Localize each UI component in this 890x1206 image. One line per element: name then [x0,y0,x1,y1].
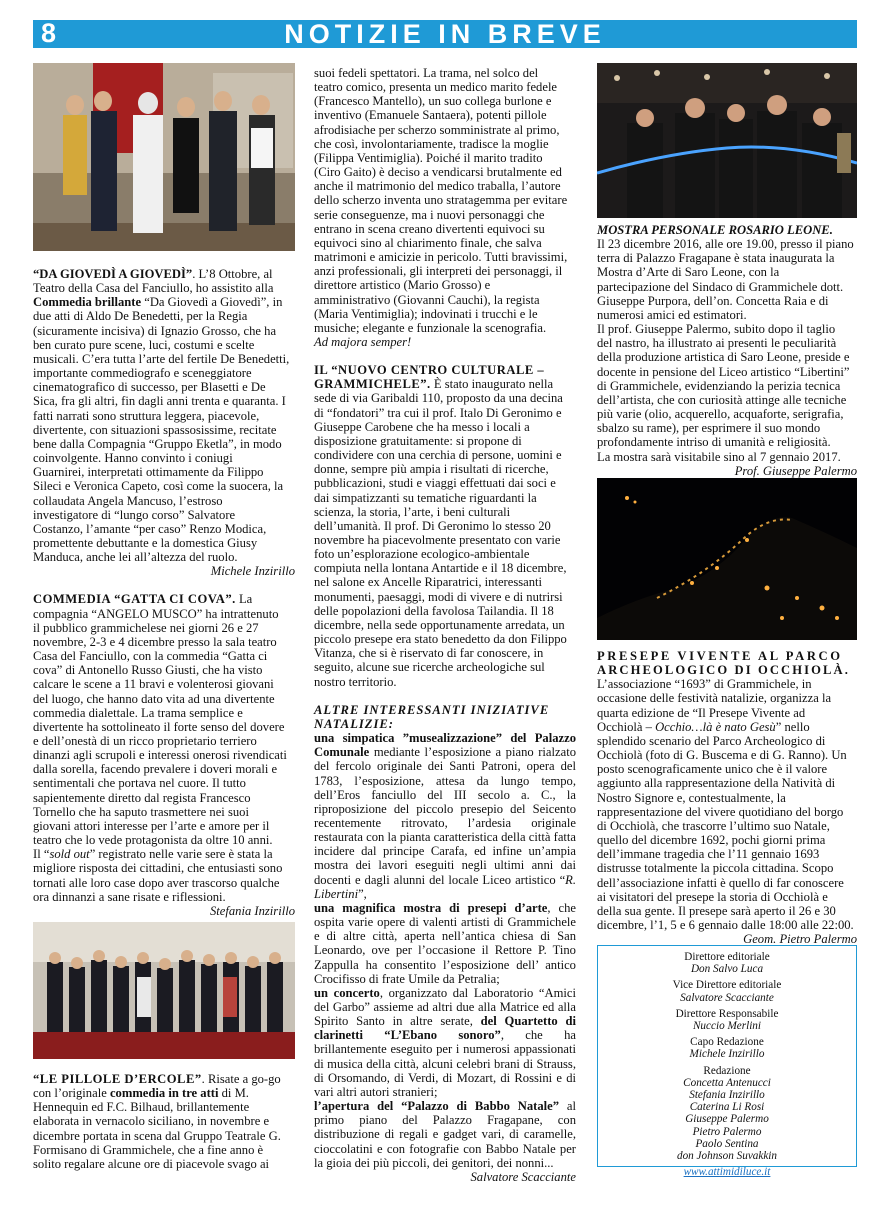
article-altre-iniziative: ALTRE INTERESSANTI INIZIATIVE NATALIZIE: una simpatica ”musealizzazione” del Palazzo Comunale mediante l’esposizione a piano rialzato del fercolo originale dei Santi Patroni, opera del 1783, l’esposizione, attesa da lungo tempo, dell’Eros fanciullo del III secolo a. C., la riproposizione del piccolo presepio del Seicento recentemente ritrovato, l’ardesia originale restaurata con la pianta caratteristica della città fatta incidere dal principe Carafa, ed infine un’ampia mostra dei lavori eseguiti negli ultimi anni dai docenti e dagli alunni del locale Liceo artistico “R. Libertini”, una magnifica mostra di presepi d’arte, che ospita varie opere di valenti artisti di Grammichele e di altre città, aperta nell’antica chiesa di San Leonardo, ove per l’occasione il Rettore P. Tino Zappulla ha consentito l’esposizione dell’ antico Crocifisso di frate Umile da Petralia; un concerto, organizzato dal Laboratorio “Amici del Garbo” assieme ad altri due alla Matrice ed alla Spirito Santo in altre serate, del Quartetto di clarinetti “L’Ebano sonoro”, che ha brillantemente eseguito per i numerosi appassionati di musica della città, alcuni celebri brani di Strauss, di Orsomando, di Verdi, di Mozart, di Rossini e di vari altri autori stranieri; l’apertura del “Palazzo di Babbo Natale” al primo piano del Palazzo Fragapane, con distribuzione di regali e gadget vari, di caramelle, cioccolatini e con fotografie con Babbo Natale per la gioia dei più piccoli, dei genitori, dei nonni... Salvatore Scacciante [314,702,577,1184]
column-3-bottom [597,649,857,946]
article-mostra-leone: MOSTRA PERSONALE ROSARIO LEONE. Il 23 dicembre 2016, alle ore 19.00, presso il piano terra di Palazzo Fragapane è stata inaugurata la Mostra d’Arte di Saro Leone, con la partecipazione del Sindaco di Grammichele dott. Giuseppe Purpora, dell’on. Concetta Raia e di numerosi amici ed estimatori. Il prof. Giuseppe Palermo, subito dopo il taglio del nastro, ha illustrato ai presenti le peculiarità della produzione artistica di Saro Leone, preside e docente in pensione del Liceo artistico “Libertini” di Grammichele, evidenziando la perizia tecnica dell’artista, che con curiosità attinge alle tecniche più varie (olio, acquerello, acquaforte, serigrafia, sbalzo su rame), per esprimere il suo mondo profondamente intriso di umanità e religiosità. La mostra sarà visitabile sino al 7 gennaio 2017. Prof. Giuseppe Palermo [597,223,857,478]
page-header [33,20,857,48]
credit-label: Direttore editoriale [684,951,770,963]
article-title: PRESEPE VIVENTE AL PARCO [597,649,843,663]
credit-name: Pietro Palermo [692,1125,762,1138]
article-presepe-vivente: PRESEPE VIVENTE AL PARCO ARCHEOLOGICO DI OCCHIOLÀ. L’associazione “1693” di Grammichele, in occasione delle festività natalizie, organizza la quarta edizione de “Il Presepe Vivente ad Occhiolà – Occhio…là è nato Gesù” nello splendido scenario del Parco Archeologico di Occhiolà (foto di G. Buscema e di G. Ranno). Un posto scenograficamente unico che è il valore aggiunto alla rappresentazione della Natività di Nostro Signore e, contestualmente, la rappresentazione del vivere quotidiano del borgo di Occhiolà, che trascorre l’ultimo suo Natale, quello del dicembre 1692, pochi giorni prima dell’immane tragedia che l’11 gennaio 1693 distrusse totalmente la piccola cittadina. Scopo dell’associazione infatti è quello di far conoscere ai visitatori del presepe la storia di Occhiolà e della sua gente. Il presepe sarà aperto il 26 e 30 dicembre, l’1, 5 e 6 gennaio dalle 18:00 alle 22:00. Geom. Pietro Palermo [597,649,857,947]
credit-name: Don Salvo Luca [690,963,764,976]
credit-name: Giuseppe Palermo [685,1113,769,1126]
column-1-bottom [33,1072,295,1171]
credit-name: Stefania Inzirillo [689,1089,765,1102]
article-title: “DA GIOVEDÌ A GIOVEDÌ” [33,267,193,281]
editorial-credits-box [597,945,857,1179]
credit-name: Nuccio Merlini [692,1020,762,1033]
credit-name: Michele Inzirillo [689,1048,765,1061]
article-pillole-ercole: “LE PILLOLE D’ERCOLE”. Risate a go-go con l’originale commedia in tre atti di M. Hennequin ed F.C. Bilhaud, brillantemente elaborata in vernacolo siciliano, in novembre e dicembre portata in scena dal Gruppo Teatrale G. Formisano di Grammichele, che a fine anno è solito regalare alcune ore di piacevole svago ai [33,1072,281,1171]
article-nuovo-centro-culturale: IL “NUOVO CENTRO CULTURALE – GRAMMICHELE”. È stato inaugurato nella sede di via Garibaldi 110, proposto da una decina di “fondatori” tra cui il prof. Italo Di Geronimo e Giuseppe Carobene che ha messo i locali a disposizione gratuitamente: si propone di condividere con una cerchia di persone, uomini e donne, sempre più ampia i risultati di ricerche, pubblicazioni, studi e viaggi effettuati dai soci e dai simpatizzanti su tematiche riguardanti la scienza, la storia, l’arte, i beni culturali dell’umanità. Il prof. Di Geronimo lo stesso 20 novembre ha piacevolmente presentato con varie foto un’esplorazione ecologico-ambientale compiuta nella lontana Antartide e il 18 dicembre, nel salone ex Ancelle Riparatrici, interessanti monumenti, paesaggi, modi di vivere e di nutrirsi delle popolazioni della favolosa Tailandia. Il 18 dicembre, nella sede opportunamente arredata, un piccolo presepe era stato benedetto da don Filippo Vitanza, che si è riservato di far conoscere, in seguito, alcune sue ricerche archeologiche sul nostro territorio. [314,363,567,689]
night-hill-photo [597,478,857,640]
article-author: Michele Inzirillo [210,564,295,579]
article-author: Salvatore Scacciante [470,1169,576,1184]
theatre-group-photo [33,922,295,1059]
credit-label: Capo Redazione [690,1036,764,1049]
credit-name: Caterina Li Rosi [689,1101,765,1114]
article-title: MOSTRA PERSONALE ROSARIO LEONE. [597,223,833,237]
article-title: COMMEDIA “GATTA CI COVA”. [33,592,236,607]
credit-name: Salvatore Scacciante [680,991,774,1004]
article-gatta-ci-cova: COMMEDIA “GATTA CI COVA”. La compagnia “ANGELO MUSCO” ha intrattenuto il pubblico grammichelese nei giorni 26 e 27 novembre, 2-3 e 4 dicembre presso la sala teatro Casa del Fanciullo, con la commedia “Gatta ci cova” di Antonello Russo Giusti, che ha visto calcare le scene a 11 bravi e volenterosi giovani del luogo, che hanno dato vita ad una divertente commedia dialettale. La trama semplice e divertente ha sottolineato il forte senso del dovere e dell’onestà di un ricco proprietario terriero dinanzi agli scrupoli e interessi onerosi rivendicati dalla sorella, facendo prevalere i doveri morali e sentimentali che portava nel cuore. Il tutto sapientemente diretto dal regista Francesco Tornello che ha saputo trasmettere nei suoi giovani attori interesse per l’arte e amore per il teatro che lo vede protagonista da oltre 10 anni. Il “sold out” registrato nelle varie sere è stata la migliore risposta dei cittadini, che entusiasti sono tornati alle loro case dopo aver trascorso qualche ora dinnanzi a sane risate e riflessioni. Stefania Inzirillo [33,592,295,918]
credit-name: Paolo Sentina [695,1137,759,1150]
article-da-giovedi: “DA GIOVEDÌ A GIOVEDÌ”. L’8 Ottobre, al Teatro della Casa del Fanciullo, ho assistito alla Commedia brillante “Da Giovedì a Giovedì”, in due atti di Aldo De Benedetti, per la Regia (sicuramente incisiva) di Ignazio Grosso, che ha ben curato pure scene, luci, costumi e scelte musicali. C’era tutta l’arte del fertile De Benedetti, importante commediografo e sceneggiatore cinematografico di successo, per Blasetti e De Sica, fra gli altri, fin dagli anni trenta e quaranta. I fatti narrati sono struttura leggera, piacevole, divertente, con situazioni spassosissime, recitate bene dalla Compagnia “Gruppo Eketla”, in modo coinvolgente. Hanno convinto i coniugi Guarnirei, interpretati ottimamente da Filippo Sileci e Veronica Capeto, così come la suocera, la collaudata Angela Mancuso, l’estroso investigatore di “lungo corso” Salvatore Costanzo, l’amante “per caso” Renzo Modica, promettente debuttante e la domestica Giusy Manduca, anche lei all’altezza del ruolo. Michele Inzirillo [33,267,295,579]
page-number: 8 [41,18,57,48]
column-1 [33,267,295,918]
article-title: “LE PILLOLE D’ERCOLE” [33,1072,202,1086]
article-author: Geom. Pietro Palermo [743,932,857,947]
website-link[interactable]: www.attimidiluce.it [683,1166,771,1179]
article-title: ALTRE INTERESSANTI INIZIATIVE [314,702,550,717]
article-author: Prof. Giuseppe Palermo [734,463,857,478]
credit-name: don Johnson Suvakkin [676,1150,778,1163]
credit-label: Vice Direttore editoriale [672,979,782,992]
credit-label: Direttore Responsabile [675,1007,779,1020]
ribbon-cutting-photo [597,63,857,218]
article-title: IL “NUOVO CENTRO CULTURALE – [314,363,545,378]
article-author: Stefania Inzirillo [209,903,295,918]
section-title: NOTIZIE IN BREVE [284,19,606,49]
column-3 [597,223,857,478]
credit-name: Concetta Antenucci [683,1076,771,1089]
credit-label: Redazione [703,1064,751,1077]
column-2: suoi fedeli spettatori. La trama, nel solco del teatro comico, presenta un medico marito fedele (Francesco Mantello), un suo collega burlone e inventivo (Emanuele Santaera), potenti pillole afrodisiache per scherzo somministrate al primo, che così, involontariamente, tradisce la moglie (Filippa Ventimiglia). Poiché il marito tradito (Ciro Gaito) è deciso a vendicarsi brutalmente ed anche il matrimonio del medico traballa, l’autore dello scherzo inventa uno stratagemma per evitare serie conseguenze, ma i nuovi personaggi che entrano in scena creano divertenti equivoci su equivoci sino al chiarimento finale, che salva matrimoni e amicizie in pericolo. Tutti bravissimi, anzi professionali, gli interpreti dei personaggi, il direttore artistico (Mario Grosso) e amministrativo (Giovanni Cauchi), la regista (Maria Ventimiglia); indovinati i trucchi e le musiche; elegante e funzionale la scenografia. Ad majora semper! IL “NUOVO CENTRO CULTURALE – GRAMMICHELE”. È stato inaugurato nella sede di via Garibaldi 110, proposto da una decina di “fondatori” tra cui il prof. Italo Di Geronimo e Giuseppe Carobene che ha messo i locali a disposizione gratuitamente: si propone di condividere con una cerchia di persone, uomini e donne, sempre più ampia i risultati di ricerche, pubblicazioni, studi e viaggi effettuati dai soci e dai simpatizzanti su tematiche riguardanti la scienza, la storia, l’arte, i beni culturali dell’umanità. Il prof. Di Geronimo lo stesso 20 novembre ha piacevolmente presentato con varie foto un’esplorazione ecologico-ambientale compiuta nella lontana Antartide e il 18 dicembre, nel salone ex Ancelle Riparatrici, interessanti monumenti, paesaggi, modi di vivere e di nutrirsi delle popolazioni della favolosa Tailandia. Il 18 dicembre, nella sede opportunamente arredata, un piccolo presepe era stato benedetto da don Filippo Vitanza, che si è riservato di far conoscere, in seguito, alcune sue ricerche archeologiche sul nostro territorio. ALTRE INTERESSANTI INIZIATIVE NATALIZIE: una simpatica ”musealizzazione” del Palazzo Comunale mediante l’esposizione a piano rialzato del fercolo originale dei Santi Patroni, opera del 1783, l’esposizione, attesa da lungo tempo, dell’Eros fanciullo del III secolo a. C., la riproposizione del piccolo presepio del Seicento recentemente ritrovato, l’ardesia originale restaurata con la pianta caratteristica della città fatta incidere dal principe Carafa, ed infine un’ampia mostra dei lavori eseguiti negli ultimi anni dai docenti e dagli alunni del locale Liceo artistico “R. Libertini”, una magnifica mostra di presepi d’arte, che ospita varie opere di valenti artisti di Grammichele e di altre città, aperta nell’antica chiesa di San Leonardo, ove per l’occasione il Rettore P. Tino Zappulla ha consentito l’esposizione dell’ antico Crocifisso di frate Umile da Petralia; un concerto, organizzato dal Laboratorio “Amici del Garbo” assieme ad altri due alla Matrice ed alla Spirito Santo in altre serate, del Quartetto di clarinetti “L’Ebano sonoro”, che ha brillantemente eseguito per i numerosi appassionati di musica della città, alcuni celebri brani di Strauss, di Orsomando, di Verdi, di Mozart, di Rossini e di vari altri autori stranieri; l’apertura del “Palazzo di Babbo Natale” al primo piano del Palazzo Fragapane, con distribuzione di regali e gadget vari, di caramelle, cioccolatini e con fotografie con Babbo Natale per la gioia dei più piccoli, dei genitori, dei nonni... Salvatore Scacciante [314,66,577,1184]
stage-cast-photo [33,63,295,251]
